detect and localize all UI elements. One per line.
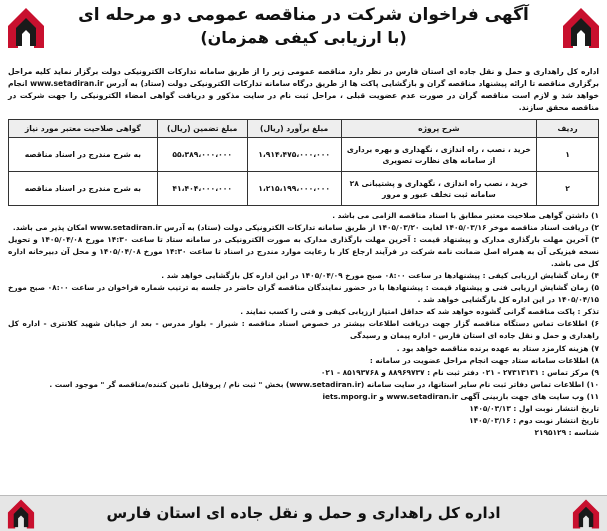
list-item: ۶) اطلاعات تماس دستگاه مناقصه گزار جهت دریافت اطلاعات بیشتر در خصوص اسناد مناقصه : شیراز - بلوار مدرس - بعد از خیابان شهید کلانتری - اداره کل راهداری و حمل و نقل جاده ای استان فارس - اداره پیمان و رسیدگی — [8, 319, 599, 341]
table-row — [9, 172, 599, 206]
cell-cert: به شرح مندرج در اسناد مناقصه — [9, 172, 158, 206]
col-header-row: ردیف — [537, 120, 599, 138]
road-organization-logo-icon — [561, 6, 601, 50]
cell-row: ۱ — [537, 138, 599, 172]
list-item: ۲) دریافت اسناد مناقصه موخر ۱۴۰۵/۰۳/۱۶ لغایت ۱۴۰۵/۰۳/۲۰ از طریق سامانه تدارکات الکترونیکی دولت (ستاد) به آدرس www.setadiran.ir امکان پذیر می باشد. — [12, 223, 599, 233]
cell-desc: خرید ، نصب راه اندازی ، نگهداری و پشتیبانی ۲۸ سامانه ثبت تخلف عبور و مرور — [341, 172, 537, 206]
table-row — [9, 138, 599, 172]
cell-cert: به شرح مندرج در اسناد مناقصه — [9, 138, 158, 172]
notice-id: شناسه : ۲۱۹۵۱۲۹ — [534, 427, 599, 437]
notice-header — [0, 4, 607, 64]
list-item: ۷) هزینه کارمزد ستاد به عهده برنده مناقصه خواهد بود . — [396, 343, 599, 353]
footer-org-name: اداره کل راهداری و حمل و نقل جاده ای استان فارس — [106, 504, 501, 522]
tender-table — [8, 119, 599, 206]
list-item: ۳) آخرین مهلت بارگذاری مدارک و پیشنهاد قیمت : آخرین مهلت بارگذاری مدارک به صورت الکترونیکی در سامانه ستاد تا ساعت ۱۴:۳۰ مورخ ۱۴۰۵/۰۴/۰۸ و تحویل نسخه فیزیکی آن به همراه اصل ضمانت نامه شرکت در فرآیند ارجاع کار با رعایت موارد مندرج در اسناد تا ساعت ۱۴:۳۰ مورخ ۱۴۰۵/۰۴/۰۸ و محل آن دبیرخانه اداره کل می باشد. — [8, 235, 600, 269]
cell-guarantee: ۴۱،۴۰۴،۰۰۰،۰۰۰ — [157, 172, 247, 206]
cell-guarantee: ۵۵،۳۸۹،۰۰۰،۰۰۰ — [157, 138, 247, 172]
road-organization-logo-icon — [571, 498, 601, 530]
road-organization-logo-icon — [6, 498, 36, 530]
list-item: ۱) داشتن گواهی صلاحیت معتبر مطابق با اسناد مناقصه الزامی می باشد . — [332, 211, 599, 220]
cell-row: ۲ — [537, 172, 599, 206]
list-item: ۵) زمان گشایش ارزیابی فنی و پیشنهاد قیمت : پیشنهادها با در حضور نمایندگان مناقصه گران حاضر در جلسه به ترتیب شماره فراخوان در ساعت ۰۸:۰۰ صبح مورخ ۱۴۰۵/۰۴/۱۵ در این اداره کل بازگشایی خواهد شد . — [8, 283, 600, 305]
publish-date-second: تاریخ انتشار نوبت دوم : ۱۴۰۵/۰۳/۱۶ — [469, 415, 599, 425]
list-item: ۸) اطلاعات سامانه ستاد جهت انجام مراحل عضویت در سامانه : — [369, 355, 599, 365]
notice-subtitle: (با ارزیابی کیفی همزمان) — [200, 28, 407, 47]
list-item: تذکر : پاکت مناقصه گرانی گشوده خواهد شد که حداقل امتیاز ارزیابی کیفی و فنی را کسب نمایند . — [240, 307, 599, 317]
publish-date-first: تاریخ انتشار نوبت اول : ۱۴۰۵/۰۳/۱۳ — [469, 403, 599, 413]
notice-footer — [0, 495, 607, 531]
list-item: ۱۰) اطلاعات تماس دفاتر ثبت نام سایر استانها، در سایت سامانه (www.setadiran.ir) بخش " ثبت نام / پروفایل تامین کننده/مناقصه گر " موجود است . — [49, 379, 599, 389]
intro-paragraph: اداره کل راهداری و حمل و نقل جاده ای استان فارس در نظر دارد مناقصه عمومی زیر را از طریق سامانه تدارکات الکترونیکی دولت برگزار نماید کلیه مراحل برگزاری مناقصه تا ارائه پیشنهاد مناقصه گران و بازگشایی پاکت ها از طریق درگاه سامانه تدارکات الکترونیکی دولت (ستاد) به آدرس www.setadiran.ir انجام خواهد شد و لازم است مناقصه گران در صورت عدم عضویت قبلی ، مراحل ثبت نام در سایت مذکور و دریافت گواهی امضاء الکترونیکی را جهت شرکت در مناقصه محقق سازند. — [8, 67, 599, 112]
col-header-estimate: مبلغ برآورد (ریال) — [247, 120, 341, 138]
notice-body — [8, 210, 599, 439]
table-header-row — [9, 120, 599, 138]
road-organization-logo-icon — [6, 6, 46, 50]
cell-estimate: ۱،۲۱۵،۱۹۹،۰۰۰،۰۰۰ — [247, 172, 341, 206]
notice-title: آگهی فراخوان شرکت در مناقصه عمومی دو مرحله ای — [78, 5, 529, 25]
col-header-desc: شرح پروژه — [341, 120, 537, 138]
cell-desc: خرید ، نصب ، راه اندازی ، نگهداری و بهره برداری از سامانه های نظارت تصویری — [341, 138, 537, 172]
col-header-guarantee: مبلغ تضمین (ریال) — [157, 120, 247, 138]
col-header-cert: گواهی صلاحیت معتبر مورد نیاز — [9, 120, 158, 138]
list-item: ۹) مرکز تماس : ۲۷۳۱۳۱۳۱ - ۰۲۱ دفتر ثبت نام : ۸۸۹۶۹۷۳۷ و ۸۵۱۹۳۷۶۸ - ۰۲۱ — [320, 367, 599, 377]
cell-estimate: ۱،۹۱۴،۴۷۵،۰۰۰،۰۰۰ — [247, 138, 341, 172]
list-item: ۴) زمان گشایش ارزیابی کیفی : پیشنهادها در ساعت ۰۸:۰۰ صبح مورخ ۱۴۰۵/۰۴/۰۹ در این اداره کل بازگشایی خواهد شد . — [161, 271, 599, 281]
list-item: ۱۱) وب سایت های جهت بازبینی آگهی www.setadiran.ir و iets.mporg.ir — [322, 391, 599, 401]
